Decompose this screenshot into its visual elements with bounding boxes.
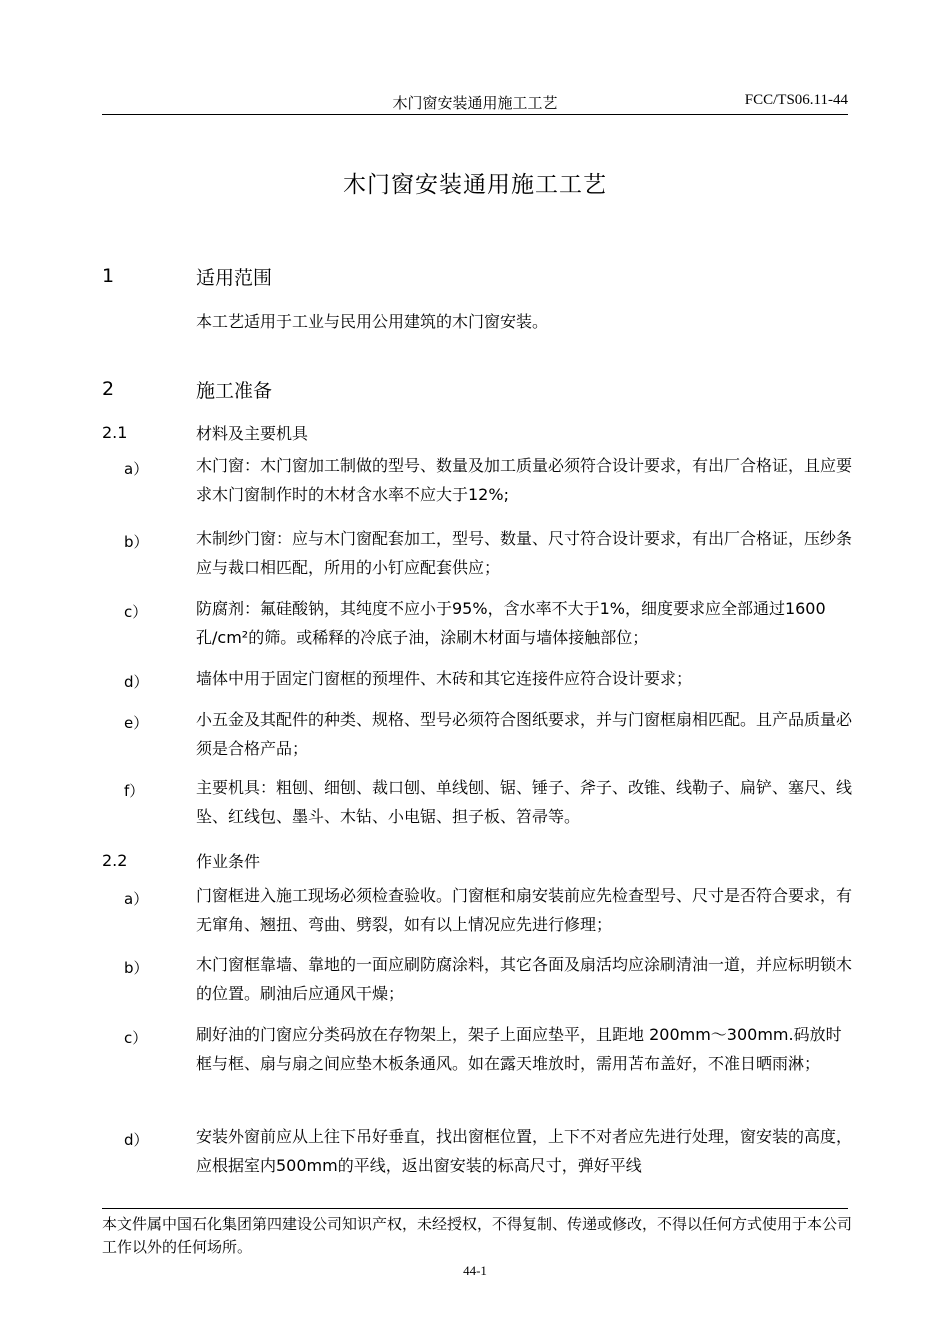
list-item: 木门窗框靠墙、靠地的一面应刷防腐涂料，其它各面及扇活均应涂刷清油一道，并应标明锁木的位置。刷油后应通风干燥；: [196, 955, 853, 1003]
list-item-label: d）: [124, 673, 149, 691]
list-item: 主要机具：粗刨、细刨、裁口刨、单线刨、锯、锤子、斧子、改锥、线勒子、扁铲、塞尺、线坠、红线包、墨斗、木钻、小电锯、担子板、笤帚等。: [196, 778, 853, 826]
header-title: 木门窗安装通用施工工艺: [392, 94, 558, 112]
section-2-number: 2: [102, 378, 115, 400]
list-item: 小五金及其配件的种类、规格、型号必须符合图纸要求，并与门窗框扇相匹配。且产品质量必须是合格产品；: [196, 710, 853, 758]
list-item-label: e）: [124, 714, 149, 732]
subsection-2-2-title: 作业条件: [196, 852, 261, 871]
footer-divider: [102, 1208, 848, 1209]
subsection-2-1-number: 2.1: [102, 423, 128, 442]
header-doc-code: FCC/TS06.11-44: [744, 92, 848, 108]
list-item-label: a）: [124, 890, 149, 908]
document-title: 木门窗安装通用施工工艺: [343, 172, 607, 198]
section-2-title: 施工准备: [196, 380, 273, 402]
subsection-2-1-title: 材料及主要机具: [196, 424, 309, 443]
section-1-title: 适用范围: [196, 267, 273, 289]
list-item-label: b）: [124, 959, 149, 977]
list-item-label: c）: [124, 1029, 148, 1047]
page-number: 44-1: [463, 1263, 487, 1278]
list-item: 门窗框进入施工现场必须检查验收。门窗框和扇安装前应先检查型号、尺寸是否符合要求，有无窜角、翘扭、弯曲、劈裂，如有以上情况应先进行修理；: [196, 886, 853, 934]
list-item-label: c）: [124, 603, 148, 621]
section-1-body: 本工艺适用于工业与民用公用建筑的木门窗安装。: [196, 312, 549, 331]
list-item: 木制纱门窗：应与木门窗配套加工，型号、数量、尺寸符合设计要求，有出厂合格证，压纱条应与裁口相匹配，所用的小钉应配套供应；: [196, 529, 853, 577]
list-item: 木门窗：木门窗加工制做的型号、数量及加工质量必须符合设计要求，有出厂合格证，且应要求木门窗制作时的木材含水率不应大于12%;: [196, 456, 853, 504]
list-item-label: f）: [124, 782, 145, 800]
list-item: 墙体中用于固定门窗框的预埋件、木砖和其它连接件应符合设计要求；: [196, 669, 693, 688]
list-item-label: b）: [124, 533, 149, 551]
section-1-number: 1: [102, 265, 115, 287]
list-item: 刷好油的门窗应分类码放在存物架上，架子上面应垫平，且距地 200mm～300mm.码放时框与框、扇与扇之间应垫木板条通风。如在露天堆放时，需用苫布盖好，不准日晒雨淋；: [196, 1025, 842, 1073]
page-header: [102, 90, 848, 115]
list-item: 防腐剂：氟硅酸钠，其纯度不应小于95%，含水率不大于1%，细度要求应全部通过1600孔/cm²的筛。或稀释的冷底子油，涂刷木材面与墙体接触部位；: [196, 599, 826, 647]
subsection-2-2-number: 2.2: [102, 851, 128, 870]
list-item-label: d）: [124, 1131, 149, 1149]
copyright-notice: 本文件属中国石化集团第四建设公司知识产权，未经授权，不得复制、传递或修改，不得以任何方式使用于本公司工作以外的任何场所。: [102, 1215, 853, 1256]
list-item: 安装外窗前应从上往下吊好垂直，找出窗框位置，上下不对者应先进行处理，窗安装的高度，应根据室内500mm的平线，返出窗安装的标高尺寸，弹好平线: [196, 1127, 853, 1175]
list-item-label: a）: [124, 460, 149, 478]
